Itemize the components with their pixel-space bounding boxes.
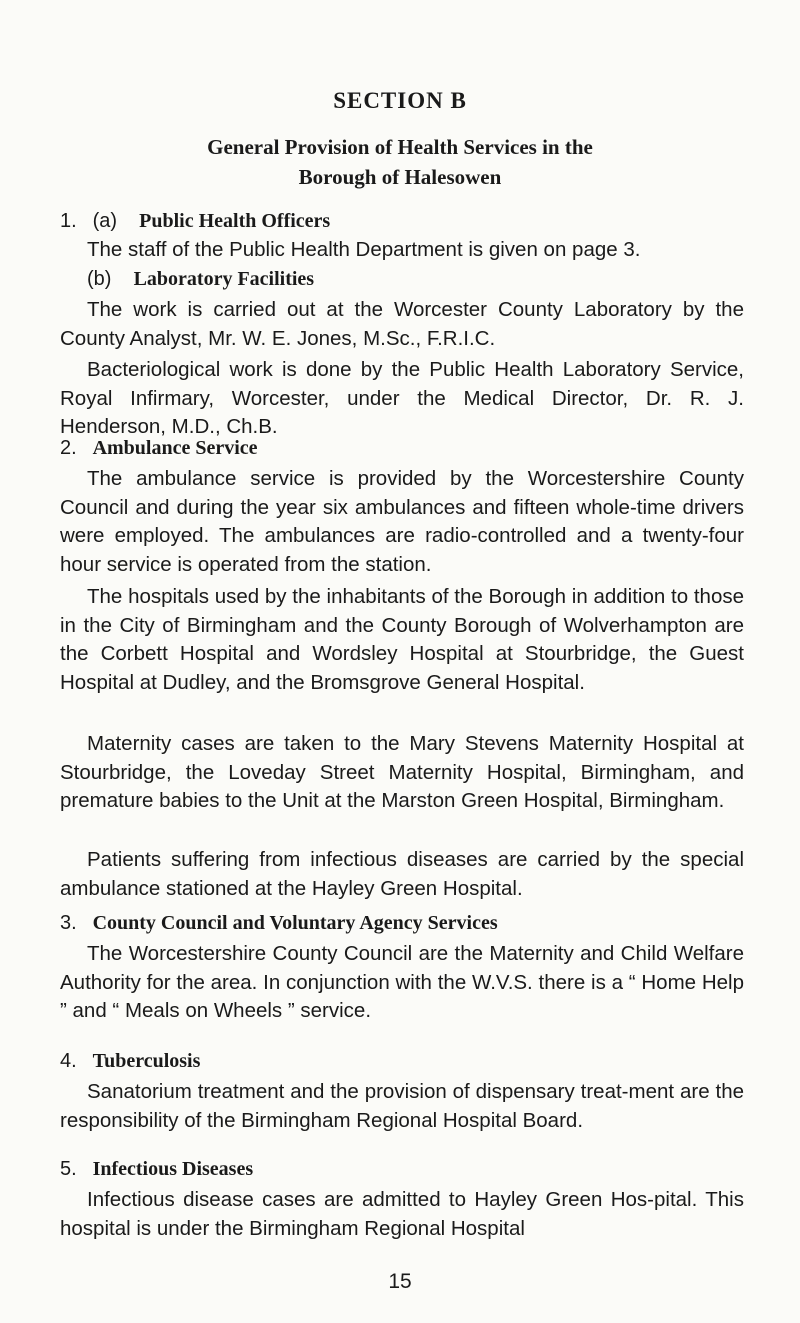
paragraph-2-1: The ambulance service is provided by the Worcestershire County Council and during the year six ambulances and fifteen whole-time drivers were employed. The ambulances are radio-controlled and a twenty-four hour service is operated from the station.: [60, 467, 744, 576]
heading-5: [60, 1154, 253, 1184]
heading-1a-number: 1.: [60, 210, 77, 232]
heading-4: [60, 1046, 200, 1076]
heading-3: [60, 908, 498, 938]
page-number: 15: [388, 1270, 412, 1293]
paragraph-2-2: The hospitals used by the inhabitants of the Borough in addition to those in the City of Birmingham and the County Borough of Wolverhampton are the Corbett Hospital and Wordsley Hospital at Stourbridge, the Guest Hospital at Dudley, and the Bromsgrove General Hospital.: [60, 585, 744, 694]
heading-4-text: Tuberculosis: [92, 1050, 201, 1072]
paragraph-1b-1: The work is carried out at the Worcester County Laboratory by the County Analyst, Mr. W. E. Jones, M.Sc., F.R.I.C.: [60, 298, 744, 350]
section-title: SECTION B: [333, 88, 467, 113]
heading-1a-text: Public Health Officers: [139, 210, 331, 232]
title-line-2: Borough of Halesowen: [298, 165, 502, 189]
heading-4-number: 4.: [60, 1050, 77, 1072]
title-line-1: General Provision of Health Services in the: [207, 135, 593, 159]
heading-1a-label: (a): [92, 210, 118, 232]
heading-5-text: Infectious Diseases: [92, 1158, 254, 1180]
heading-3-number: 3.: [60, 912, 77, 934]
heading-5-number: 5.: [60, 1158, 77, 1180]
paragraph-4: Sanatorium treatment and the provision of dispensary treat-ment are the responsibility of the Birmingham Regional Hospital Board.: [60, 1080, 744, 1132]
paragraph-5: Infectious disease cases are admitted to Hayley Green Hos-pital. This hospital is under the Birmingham Regional Hospital: [60, 1188, 744, 1240]
paragraph-3: The Worcestershire County Council are the Maternity and Child Welfare Authority for the area. In conjunction with the W.V.S. there is a “ Home Help ” and “ Meals on Wheels ” service.: [60, 942, 744, 1023]
heading-2-number: 2.: [60, 437, 77, 459]
heading-3-text: County Council and Voluntary Agency Services: [92, 912, 498, 934]
heading-1b: [87, 264, 314, 294]
heading-1b-text: Laboratory Facilities: [133, 268, 315, 290]
heading-1a: [60, 206, 330, 236]
paragraph-2-4: Patients suffering from infectious diseases are carried by the special ambulance stationed at the Hayley Green Hospital.: [60, 848, 744, 900]
heading-2: [60, 433, 258, 463]
paragraph-1b-2: Bacteriological work is done by the Public Health Laboratory Service, Royal Infirmary, Worcester, under the Medical Director, Dr. R. J. Henderson, M.D., Ch.B.: [60, 358, 744, 439]
paragraph-1a: The staff of the Public Health Department is given on page 3.: [87, 238, 641, 261]
heading-2-text: Ambulance Service: [92, 437, 258, 459]
paragraph-2-3: Maternity cases are taken to the Mary Stevens Maternity Hospital at Stourbridge, the Loveday Street Maternity Hospital, Birmingham, and premature babies to the Unit at the Marston Green Hospital, Birmingham.: [60, 732, 744, 813]
document-title: [0, 132, 800, 192]
heading-1b-label: (b): [87, 268, 112, 290]
